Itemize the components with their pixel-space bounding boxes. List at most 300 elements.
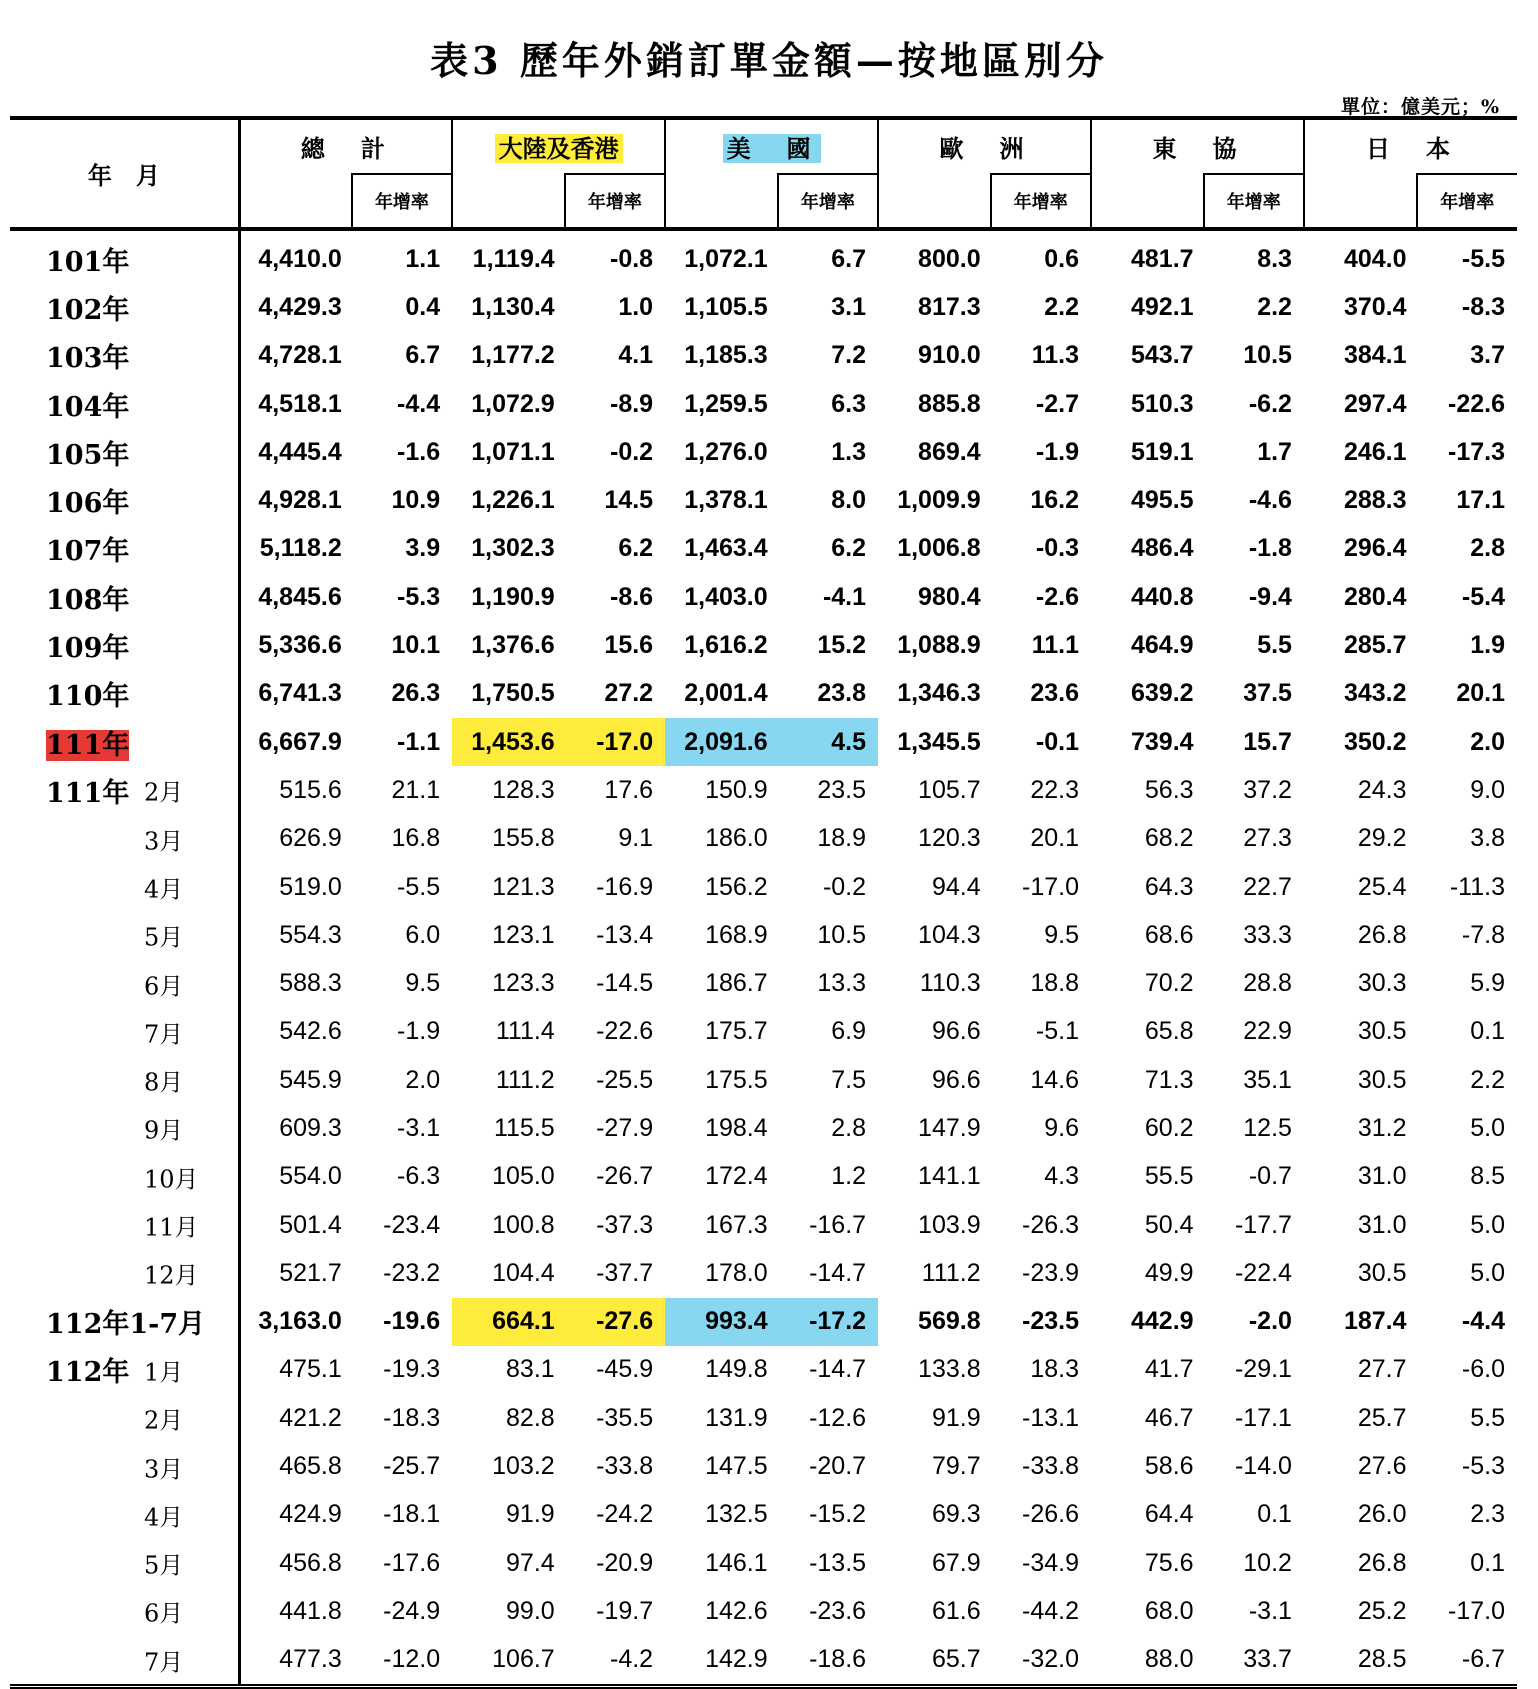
rate-japan: -6.0 bbox=[1461, 1355, 1505, 1384]
rate-total: -1.1 bbox=[397, 727, 441, 756]
rate-china-hk: -33.8 bbox=[596, 1452, 654, 1481]
rate-asean: -0.7 bbox=[1248, 1162, 1292, 1191]
rate-total: -19.6 bbox=[383, 1307, 441, 1336]
value-europe: 96.6 bbox=[931, 1017, 981, 1046]
rate-total: -6.3 bbox=[397, 1162, 441, 1191]
value-asean: 56.3 bbox=[1144, 775, 1194, 804]
value-japan: 297.4 bbox=[1343, 389, 1407, 418]
rate-asean: 28.8 bbox=[1243, 969, 1292, 998]
header-rate-japan: 年增率 bbox=[1417, 174, 1517, 229]
value-europe: 79.7 bbox=[931, 1452, 981, 1481]
header-region-usa: 美 國 bbox=[665, 118, 878, 174]
rate-total: -1.9 bbox=[397, 1017, 441, 1046]
table-row bbox=[10, 1201, 1517, 1249]
value-japan: 29.2 bbox=[1357, 824, 1407, 853]
rate-usa: 1.3 bbox=[831, 437, 867, 466]
row-label bbox=[10, 1346, 239, 1394]
rate-asean: -22.4 bbox=[1234, 1258, 1292, 1287]
value-total: 6,667.9 bbox=[258, 727, 342, 756]
row-label bbox=[10, 283, 239, 331]
value-japan: 25.2 bbox=[1357, 1596, 1407, 1625]
rate-total: 16.8 bbox=[391, 824, 441, 853]
value-china-hk: 100.8 bbox=[492, 1210, 555, 1239]
rate-europe: 9.5 bbox=[1044, 920, 1079, 949]
rate-europe: -0.1 bbox=[1035, 727, 1079, 756]
value-total: 4,928.1 bbox=[258, 486, 342, 515]
value-china-hk: 123.3 bbox=[492, 969, 555, 998]
rate-europe: 20.1 bbox=[1030, 824, 1079, 853]
rate-china-hk: -35.5 bbox=[596, 1403, 654, 1432]
rate-total: 6.0 bbox=[405, 920, 441, 949]
value-japan: 26.0 bbox=[1357, 1500, 1407, 1529]
row-month: 6月 bbox=[144, 1599, 184, 1628]
rate-asean: 22.7 bbox=[1243, 872, 1292, 901]
value-europe: 1,345.5 bbox=[897, 727, 981, 756]
rate-japan: -5.5 bbox=[1461, 244, 1505, 273]
value-china-hk: 1,072.9 bbox=[471, 389, 555, 418]
rate-china-hk: -14.5 bbox=[596, 969, 654, 998]
value-asean: 60.2 bbox=[1144, 1113, 1194, 1142]
rate-asean: -29.1 bbox=[1234, 1355, 1292, 1384]
value-china-hk: 1,453.6 bbox=[452, 718, 565, 766]
rate-europe: -26.3 bbox=[1022, 1210, 1079, 1239]
rate-japan: 2.0 bbox=[1470, 727, 1505, 756]
value-japan: 31.0 bbox=[1357, 1162, 1407, 1191]
export-orders-table bbox=[10, 116, 1517, 1689]
row-year: 108年 bbox=[46, 584, 130, 616]
row-label bbox=[10, 670, 239, 718]
table-row bbox=[10, 1056, 1517, 1104]
rate-japan: -4.4 bbox=[1461, 1307, 1505, 1336]
rate-europe: -34.9 bbox=[1022, 1548, 1079, 1577]
rate-usa: 7.2 bbox=[831, 341, 867, 370]
table-row bbox=[10, 573, 1517, 621]
rate-asean: -14.0 bbox=[1234, 1452, 1292, 1481]
table-row bbox=[10, 959, 1517, 1007]
value-china-hk: 104.4 bbox=[492, 1258, 555, 1287]
rate-asean: 10.2 bbox=[1243, 1548, 1292, 1577]
rate-japan: -17.0 bbox=[1448, 1596, 1505, 1625]
value-usa: 168.9 bbox=[705, 920, 768, 949]
value-japan: 24.3 bbox=[1357, 775, 1407, 804]
rate-total: 9.5 bbox=[405, 969, 441, 998]
rate-europe: -2.7 bbox=[1035, 389, 1079, 418]
row-month: 9月 bbox=[144, 1116, 184, 1145]
value-asean: 442.9 bbox=[1131, 1307, 1194, 1336]
rate-japan: 2.2 bbox=[1470, 1065, 1505, 1094]
value-japan: 370.4 bbox=[1343, 292, 1407, 321]
rate-asean: 33.3 bbox=[1243, 920, 1292, 949]
value-total: 475.1 bbox=[279, 1355, 342, 1384]
value-asean: 464.9 bbox=[1131, 631, 1194, 660]
value-china-hk: 121.3 bbox=[492, 872, 555, 901]
value-japan: 30.5 bbox=[1357, 1258, 1407, 1287]
value-total: 501.4 bbox=[279, 1210, 342, 1239]
value-europe: 569.8 bbox=[918, 1307, 981, 1336]
row-month: 12月 bbox=[144, 1261, 199, 1290]
rate-japan: 0.1 bbox=[1470, 1548, 1505, 1577]
header-value-asean bbox=[1091, 174, 1204, 229]
rate-asean: 1.7 bbox=[1257, 437, 1292, 466]
rate-total: -18.3 bbox=[383, 1403, 441, 1432]
value-europe: 104.3 bbox=[918, 920, 981, 949]
value-asean: 50.4 bbox=[1144, 1210, 1194, 1239]
table-row bbox=[10, 1249, 1517, 1297]
table-row bbox=[10, 1636, 1517, 1687]
value-japan: 30.5 bbox=[1357, 1017, 1407, 1046]
rate-total: 6.7 bbox=[405, 341, 441, 370]
row-label bbox=[10, 1249, 239, 1297]
value-china-hk: 111.2 bbox=[495, 1065, 555, 1094]
value-asean: 519.1 bbox=[1131, 437, 1194, 466]
rate-china-hk: -27.9 bbox=[596, 1113, 654, 1142]
value-europe: 61.6 bbox=[931, 1596, 981, 1625]
value-europe: 980.4 bbox=[918, 582, 981, 611]
header-region-china-hk: 大陸及香港 bbox=[452, 118, 665, 174]
rate-china-hk: -37.3 bbox=[596, 1210, 654, 1239]
row-label bbox=[10, 1153, 239, 1201]
rate-usa: 4.5 bbox=[778, 718, 878, 766]
value-asean: 41.7 bbox=[1144, 1355, 1194, 1384]
value-usa: 1,105.5 bbox=[684, 292, 768, 321]
value-asean: 55.5 bbox=[1144, 1162, 1194, 1191]
value-china-hk: 1,177.2 bbox=[471, 341, 555, 370]
rate-japan: -7.8 bbox=[1461, 920, 1505, 949]
rate-europe: 11.3 bbox=[1031, 341, 1079, 370]
value-usa: 156.2 bbox=[705, 872, 768, 901]
rate-usa: -14.7 bbox=[809, 1355, 867, 1384]
rate-total: -5.3 bbox=[397, 582, 441, 611]
rate-usa: -0.2 bbox=[822, 872, 867, 901]
value-usa: 1,259.5 bbox=[684, 389, 768, 418]
rate-japan: 2.8 bbox=[1470, 534, 1505, 563]
row-year: 103年 bbox=[46, 343, 130, 375]
table-row bbox=[10, 229, 1517, 283]
value-asean: 64.3 bbox=[1144, 872, 1194, 901]
value-total: 5,118.2 bbox=[259, 534, 342, 563]
rate-europe: -2.6 bbox=[1035, 582, 1079, 611]
rate-usa: 15.2 bbox=[817, 631, 867, 660]
header-rate-asean: 年增率 bbox=[1204, 174, 1304, 229]
value-usa: 1,185.3 bbox=[684, 341, 768, 370]
value-usa: 1,072.1 bbox=[684, 244, 768, 273]
row-month: 2月 bbox=[144, 778, 184, 807]
header-value-usa bbox=[665, 174, 778, 229]
rate-asean: 33.7 bbox=[1204, 1636, 1304, 1687]
rate-europe: 18.8 bbox=[1030, 969, 1079, 998]
row-month: 6月 bbox=[144, 972, 184, 1001]
value-total: 5,336.6 bbox=[258, 631, 342, 660]
row-month: 3月 bbox=[144, 1455, 184, 1484]
row-label bbox=[10, 380, 239, 428]
value-europe: 147.9 bbox=[918, 1113, 981, 1142]
rate-europe: 18.3 bbox=[1030, 1355, 1079, 1384]
value-total: 542.6 bbox=[279, 1017, 342, 1046]
rate-asean: -17.7 bbox=[1234, 1210, 1292, 1239]
rate-china-hk: -8.6 bbox=[610, 582, 654, 611]
table-row bbox=[10, 766, 1517, 814]
table-row bbox=[10, 1008, 1517, 1056]
rate-europe: -13.1 bbox=[1022, 1403, 1079, 1432]
table-row bbox=[10, 1587, 1517, 1635]
value-asean: 739.4 bbox=[1131, 727, 1194, 756]
table-row bbox=[10, 428, 1517, 476]
rate-usa: -16.7 bbox=[809, 1210, 867, 1239]
value-usa: 142.6 bbox=[705, 1596, 768, 1625]
value-europe: 91.9 bbox=[931, 1403, 981, 1432]
rate-usa: 6.9 bbox=[831, 1017, 867, 1046]
row-label bbox=[10, 229, 239, 283]
row-label bbox=[10, 863, 239, 911]
value-asean: 70.2 bbox=[1144, 969, 1194, 998]
value-total: 4,518.1 bbox=[258, 389, 342, 418]
value-asean: 440.8 bbox=[1131, 582, 1194, 611]
value-total: 465.8 bbox=[279, 1452, 342, 1481]
value-china-hk: 123.1 bbox=[492, 920, 555, 949]
value-asean: 486.4 bbox=[1131, 534, 1194, 563]
rate-usa: 13.3 bbox=[817, 969, 867, 998]
rate-total: -17.6 bbox=[383, 1548, 441, 1577]
rate-total: -4.4 bbox=[397, 389, 441, 418]
table-row bbox=[10, 911, 1517, 959]
rate-japan: -22.6 bbox=[1448, 389, 1505, 418]
value-china-hk: 106.7 bbox=[452, 1636, 565, 1687]
table-row bbox=[10, 476, 1517, 524]
value-asean: 495.5 bbox=[1131, 486, 1194, 515]
value-usa: 175.7 bbox=[705, 1017, 768, 1046]
rate-usa: 18.9 bbox=[817, 824, 867, 853]
rate-usa: -13.5 bbox=[809, 1548, 867, 1577]
value-total: 4,845.6 bbox=[258, 582, 342, 611]
rate-japan: 5.9 bbox=[1470, 969, 1505, 998]
header-rate-europe: 年增率 bbox=[991, 174, 1091, 229]
value-china-hk: 664.1 bbox=[452, 1298, 565, 1346]
rate-europe: 2.2 bbox=[1044, 292, 1079, 321]
value-asean: 543.7 bbox=[1131, 341, 1194, 370]
value-asean: 65.8 bbox=[1144, 1017, 1194, 1046]
row-label bbox=[10, 1394, 239, 1442]
rate-europe: 14.6 bbox=[1030, 1065, 1079, 1094]
rate-usa: 1.2 bbox=[831, 1162, 867, 1191]
rate-usa: 23.8 bbox=[817, 679, 867, 708]
value-china-hk: 1,302.3 bbox=[471, 534, 555, 563]
rate-asean: -1.8 bbox=[1248, 534, 1292, 563]
rate-asean: 8.3 bbox=[1257, 244, 1292, 273]
value-japan: 30.5 bbox=[1357, 1065, 1407, 1094]
rate-europe: -26.6 bbox=[1022, 1500, 1079, 1529]
value-china-hk: 155.8 bbox=[492, 824, 555, 853]
rate-japan: -8.3 bbox=[1461, 292, 1505, 321]
value-asean: 75.6 bbox=[1144, 1548, 1194, 1577]
value-europe: 800.0 bbox=[918, 244, 981, 273]
rate-europe: -33.8 bbox=[1022, 1452, 1079, 1481]
value-usa: 147.5 bbox=[705, 1452, 768, 1481]
row-label bbox=[10, 428, 239, 476]
value-japan: 296.4 bbox=[1343, 534, 1407, 563]
row-year: 101年 bbox=[46, 246, 130, 278]
rate-europe: 23.6 bbox=[1030, 679, 1079, 708]
rate-japan: -5.4 bbox=[1461, 582, 1505, 611]
value-china-hk: 111.4 bbox=[495, 1017, 555, 1046]
rate-usa: -12.6 bbox=[809, 1403, 867, 1432]
header-value-europe bbox=[878, 174, 991, 229]
value-asean: 639.2 bbox=[1131, 679, 1194, 708]
value-europe: 817.3 bbox=[918, 292, 981, 321]
rate-total: 3.9 bbox=[405, 534, 441, 563]
rate-china-hk: -19.7 bbox=[596, 1596, 654, 1625]
rate-asean: -2.0 bbox=[1248, 1307, 1292, 1336]
value-china-hk: 103.2 bbox=[492, 1452, 555, 1481]
table-row bbox=[10, 1394, 1517, 1442]
header-region-asean: 東 協 bbox=[1091, 118, 1304, 174]
rate-usa: -23.6 bbox=[809, 1596, 867, 1625]
row-label bbox=[10, 1442, 239, 1490]
value-total: 521.7 bbox=[279, 1258, 342, 1287]
value-europe: 120.3 bbox=[918, 824, 981, 853]
rate-total: -1.6 bbox=[397, 437, 441, 466]
rate-china-hk: -26.7 bbox=[596, 1162, 654, 1191]
rate-total: 1.1 bbox=[405, 244, 441, 273]
rate-asean: 27.3 bbox=[1243, 824, 1292, 853]
value-china-hk: 99.0 bbox=[506, 1596, 555, 1625]
value-total: 626.9 bbox=[279, 824, 342, 853]
value-japan: 26.8 bbox=[1357, 1548, 1407, 1577]
header-year-month: 年 月 bbox=[10, 118, 239, 229]
table-row bbox=[10, 1442, 1517, 1490]
value-europe: 1,088.9 bbox=[897, 631, 981, 660]
value-usa: 131.9 bbox=[705, 1403, 768, 1432]
rate-total: 10.9 bbox=[391, 486, 441, 515]
rate-china-hk: -0.2 bbox=[610, 437, 654, 466]
rate-japan: 8.5 bbox=[1470, 1162, 1505, 1191]
row-label bbox=[10, 476, 239, 524]
rate-japan: 5.0 bbox=[1470, 1113, 1505, 1142]
value-usa: 186.0 bbox=[705, 824, 768, 853]
rate-china-hk: -4.2 bbox=[565, 1636, 665, 1687]
value-europe: 133.8 bbox=[918, 1355, 981, 1384]
value-japan: 31.0 bbox=[1357, 1210, 1407, 1239]
value-asean: 64.4 bbox=[1144, 1500, 1194, 1529]
row-label bbox=[10, 1587, 239, 1635]
rate-japan: 5.5 bbox=[1470, 1403, 1505, 1432]
value-china-hk: 1,226.1 bbox=[471, 486, 555, 515]
row-year: 102年 bbox=[46, 294, 130, 326]
rate-china-hk: -25.5 bbox=[596, 1065, 654, 1094]
value-total: 4,429.3 bbox=[258, 292, 342, 321]
value-japan: 384.1 bbox=[1343, 341, 1407, 370]
rate-japan: 0.1 bbox=[1470, 1017, 1505, 1046]
row-month: 5月 bbox=[144, 923, 184, 952]
rate-japan: 2.3 bbox=[1470, 1500, 1505, 1529]
row-month: 4月 bbox=[144, 875, 184, 904]
value-china-hk: 97.4 bbox=[506, 1548, 555, 1577]
rate-total: -5.5 bbox=[397, 872, 441, 901]
rate-total: -18.1 bbox=[383, 1500, 441, 1529]
value-total: 441.8 bbox=[279, 1596, 342, 1625]
row-label bbox=[10, 1636, 239, 1687]
rate-europe: -32.0 bbox=[991, 1636, 1091, 1687]
rate-japan: 5.0 bbox=[1470, 1258, 1505, 1287]
value-europe: 910.0 bbox=[918, 341, 981, 370]
value-japan: 26.8 bbox=[1357, 920, 1407, 949]
value-japan: 31.2 bbox=[1357, 1113, 1407, 1142]
rate-total: 2.0 bbox=[405, 1065, 441, 1094]
header-region-japan: 日 本 bbox=[1304, 118, 1517, 174]
value-china-hk: 1,071.1 bbox=[471, 437, 555, 466]
rate-china-hk: -27.6 bbox=[565, 1298, 665, 1346]
rate-china-hk: 6.2 bbox=[618, 534, 654, 563]
rate-asean: -6.2 bbox=[1248, 389, 1292, 418]
rate-china-hk: -13.4 bbox=[596, 920, 654, 949]
row-month: 10月 bbox=[144, 1165, 199, 1194]
value-europe: 1,006.8 bbox=[897, 534, 981, 563]
value-china-hk: 1,130.4 bbox=[471, 292, 555, 321]
rate-asean: -17.1 bbox=[1234, 1403, 1292, 1432]
table-row bbox=[10, 1153, 1517, 1201]
value-europe: 1,346.3 bbox=[897, 679, 981, 708]
value-europe: 885.8 bbox=[918, 389, 981, 418]
value-usa: 172.4 bbox=[705, 1162, 768, 1191]
rate-china-hk: 27.2 bbox=[604, 679, 654, 708]
table-row bbox=[10, 718, 1517, 766]
row-label bbox=[10, 911, 239, 959]
rate-usa: 2.8 bbox=[831, 1113, 867, 1142]
value-asean: 68.2 bbox=[1144, 824, 1194, 853]
rate-japan: 20.1 bbox=[1456, 679, 1505, 708]
header-region-total: 總 計 bbox=[239, 118, 452, 174]
rate-japan: -17.3 bbox=[1448, 437, 1505, 466]
rate-usa: 8.0 bbox=[831, 486, 867, 515]
value-china-hk: 83.1 bbox=[506, 1355, 555, 1384]
value-japan: 187.4 bbox=[1343, 1307, 1407, 1336]
value-asean: 492.1 bbox=[1131, 292, 1194, 321]
row-label bbox=[10, 621, 239, 669]
rate-china-hk: -17.0 bbox=[565, 718, 665, 766]
rate-china-hk: 4.1 bbox=[618, 341, 654, 370]
row-year: 110年 bbox=[46, 681, 130, 713]
rate-europe: -17.0 bbox=[1022, 872, 1079, 901]
rate-usa: -18.6 bbox=[778, 1636, 878, 1687]
value-china-hk: 115.5 bbox=[493, 1113, 555, 1142]
value-total: 588.3 bbox=[279, 969, 342, 998]
value-japan: 343.2 bbox=[1343, 679, 1407, 708]
rate-asean: 2.2 bbox=[1257, 292, 1292, 321]
value-usa: 1,276.0 bbox=[684, 437, 768, 466]
row-label bbox=[10, 959, 239, 1007]
rate-total: -23.2 bbox=[383, 1258, 441, 1287]
rate-china-hk: -24.2 bbox=[596, 1500, 654, 1529]
value-usa: 132.5 bbox=[705, 1500, 768, 1529]
row-month: 3月 bbox=[144, 827, 184, 856]
header-value-china-hk bbox=[452, 174, 565, 229]
row-label bbox=[10, 1056, 239, 1104]
value-europe: 94.4 bbox=[931, 872, 981, 901]
rate-europe: -23.5 bbox=[1022, 1307, 1079, 1336]
rate-china-hk: -22.6 bbox=[596, 1017, 654, 1046]
value-usa: 149.8 bbox=[705, 1355, 768, 1384]
row-year: 109年 bbox=[46, 633, 130, 665]
value-total: 421.2 bbox=[279, 1403, 342, 1432]
rate-china-hk: 15.6 bbox=[604, 631, 654, 660]
header-value-total bbox=[239, 174, 352, 229]
row-label bbox=[10, 1008, 239, 1056]
value-europe: 141.1 bbox=[918, 1162, 981, 1191]
table-row bbox=[10, 863, 1517, 911]
row-month: 4月 bbox=[144, 1503, 184, 1532]
value-china-hk: 1,119.4 bbox=[472, 244, 555, 273]
rate-asean: 10.5 bbox=[1243, 341, 1292, 370]
header-rate-total: 年增率 bbox=[352, 174, 452, 229]
